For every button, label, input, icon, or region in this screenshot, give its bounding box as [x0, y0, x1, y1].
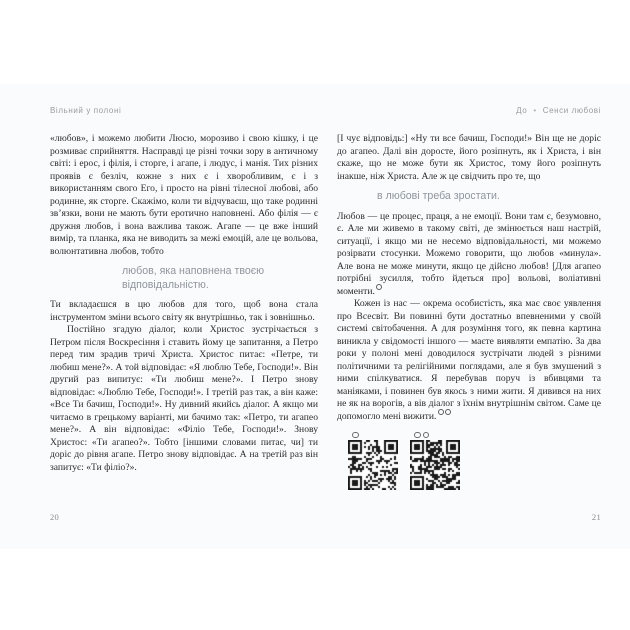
qr-ref-icon [376, 284, 382, 290]
running-head-left: Вільний у полоні [50, 106, 122, 115]
running-head-chapter-label: Сенси любові [542, 106, 601, 115]
qr-ref-marks [410, 430, 460, 437]
page-left-text-column [50, 133, 318, 474]
book-page-right [337, 0, 601, 630]
qr-code-block [348, 430, 398, 490]
body-paragraph-text: [І чує відповідь:] «Ну ти все бачиш, Господи!» Він ще не доріс до агапео. Далі він дoросте, його розіпнуть, як і Христа, і він скаже, що не може бути як Христос, тому його розіпнуть інакше, ніж Христа. Але ж це свідчить про те, що [337, 133, 601, 182]
body-paragraph [337, 211, 601, 299]
body-paragraph [337, 298, 601, 423]
qr-ref-icon [352, 432, 359, 439]
page-number-right: 21 [591, 512, 601, 522]
body-paragraph-text: «любов», і можемо любити Люсю, морозиво і свою кішку, і це розмиває сприйняття. Насправді це різні точки зору в античному світі: і ерос, і філія, і сторге, і агапе, і людус, і манія. Тих різних проявів є безліч, кожне з них є і хворобливим, є і з використанням свого Его, і просто на рівні тілесної любові, або родинне, як сторге. Скажімо, коли ти відчуваєш, що таке родинні зв’язки, вони не мають бути еротично наповнені. Або філія — є дружня любов, і вона важлива також. Агапе — це вже інший вимір, та планка, яка не виводить за межі емоцій, але це вольова, волюнтативна любов, тобто [50, 133, 318, 257]
body-paragraph [50, 299, 318, 324]
qr-code[interactable] [410, 440, 460, 490]
body-paragraph-text: Кожен із нас — окрема особистість, яка має своє уявлення про Всесвіт. Ви повинні бути достатньо впевненими у своїй системі світобачення. А для розуміння того, як певна картина виникла у свідомості іншого — маєте виявляти емпатію. За два роки у полоні мені доводилося зустрічати людей з різними політичними та релігійними поглядами, але я був змушений з ними спілкуватися. Я перебував поруч із вбивцями та маніяками, і повинен був якось з ними жити. Я дивився на них не як на ворогів, а вів діалог з їхнім внутрішнім світом. Саме це допомогло мені вижити. [337, 298, 601, 422]
pull-quote: любов, яка наповнена твоєю відповідальністю. [122, 265, 265, 291]
qr-ref-icon [423, 432, 430, 439]
body-paragraph [50, 324, 318, 474]
page-number-left: 20 [50, 512, 60, 522]
qr-ref-icon [445, 409, 451, 415]
qr-code-row [337, 430, 601, 490]
qr-code-block [410, 430, 460, 490]
running-head-right [337, 106, 601, 115]
body-paragraph [337, 133, 601, 183]
running-head-separator-dot: • [533, 106, 537, 115]
qr-ref-icon [438, 409, 444, 415]
running-head-part-label: До [516, 106, 528, 115]
body-paragraph-text: Постійно згадую діалог, коли Христос зустрічається з Петром після Воскресіння і ставить йому це запитання, а Петро перед тим зрадив тричі Христа. Христос питає: «Петре, ти любиш мене?». А той відповідає: «Я люблю Тебе, Господи!». Він другий раз випитує: «Ти любиш мене?». І Петро знову відповідає: «Люблю Тебе, Господи!». І третій раз так, а він каже: «Все Ти бачиш, Господи!». Ну дивний якийсь діалог. А якщо ми читаємо в грецькому варіанті, ми бачимо так: «Петро, ти агапео мене?». А він відповідає: «Філіо Тебе, Господи!». Знову Христос: «Ти агапео?». Тобто [іншими словами питає, чи] ти доріс до рівня агапе. Петро знову відповідає. А на третій раз він запитує: «Ти філіо?». [50, 324, 318, 473]
page-right-text-column [337, 133, 601, 490]
book-page-left [50, 0, 318, 630]
body-paragraph-text: Любов — це процес, праця, а не емоції. Вони там є, безумовно, є. Але ми живемо в такому світі, де змінюється наш настрій, ситуації, і якщо ми не несемо відповідальності, ми можемо розірвати стосунки. Можемо говорити, що любов «минула». Але вона не може минути, якщо це дійсно любов! [Для агапео потрібні зусилля, тобто йдеться про] вольові, воліативні моменти. [337, 210, 601, 297]
qr-ref-icon [414, 432, 421, 439]
qr-ref-marks [348, 430, 398, 437]
qr-code[interactable] [348, 440, 398, 490]
pull-quote: в любові треба зростати. [377, 190, 500, 202]
body-paragraph-text: Ти вкладаєшся в цю любов для того, щоб вона стала інструментом зміни всього світу як внутрішньо, так і зовнішньо. [50, 299, 318, 323]
body-paragraph [50, 133, 318, 258]
